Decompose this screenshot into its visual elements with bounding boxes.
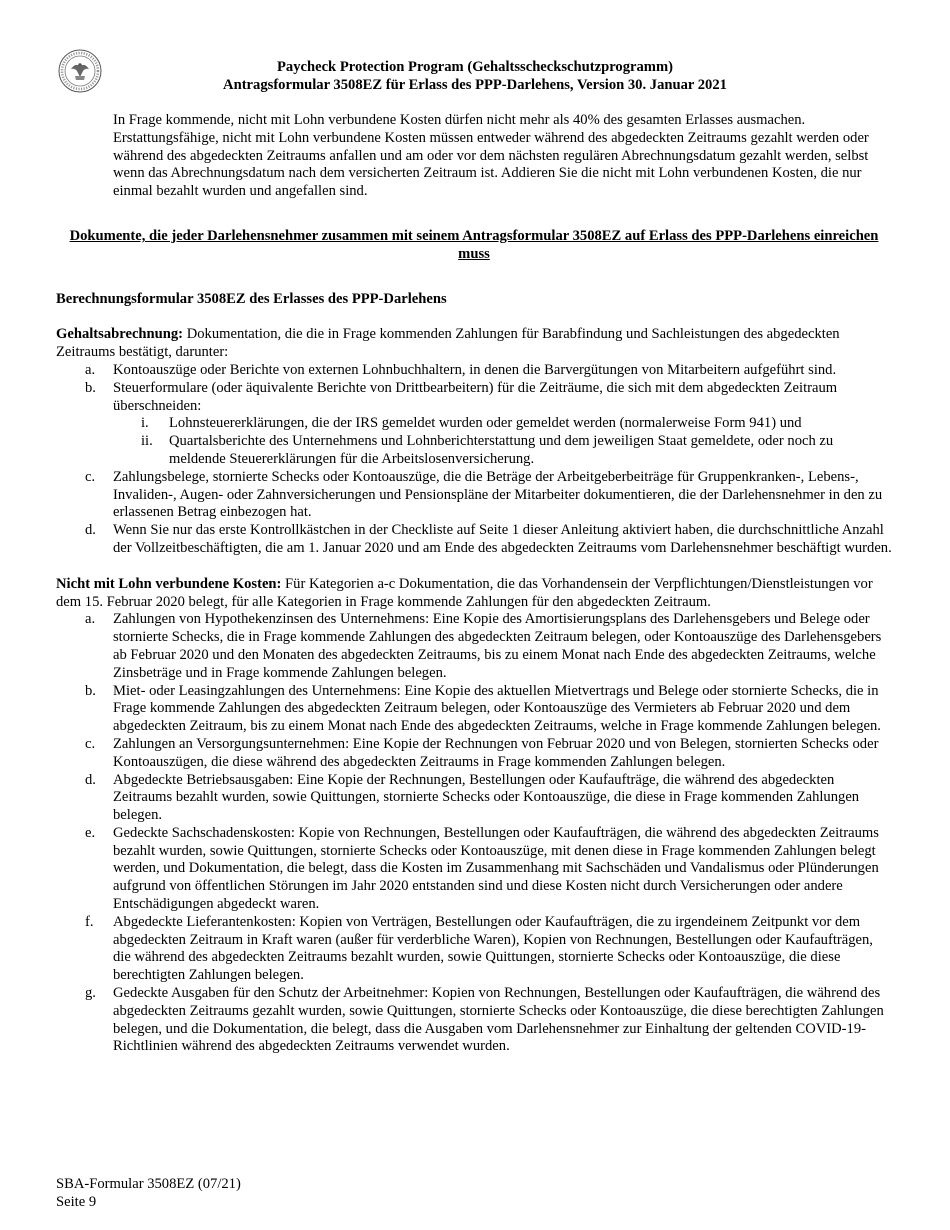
nonpayroll-section (56, 576, 892, 1057)
list-item-text: Abgedeckte Lieferantenkosten: Kopien von Verträgen, Bestellungen oder Kaufaufträgen, die zu irgendeinem Zeitpunkt vor dem abgedeckten Zeitraum in Kraft waren (außer für verderbliche Waren), Kopien von Rechnungen, Bestellungen oder Kaufaufträgen, die während des abgedeckten Zeitraums bezahlt wurden, sowie Quittungen, stornierte Schecks oder Kontoauszüge, die diese berechtigten Zahlungen belegen. (113, 913, 873, 984)
payroll-item (56, 362, 892, 380)
payroll-section (56, 326, 892, 557)
list-marker: d. (85, 522, 96, 539)
list-item-text: Kontoauszüge oder Berichte von externen Lohnbuchhaltern, in denen die Barvergütungen von Mitarbeitern aufgeführt sind. (113, 361, 837, 378)
nonpayroll-item (56, 825, 892, 914)
list-marker: c. (85, 468, 96, 485)
list-item-text: Steuerformulare (oder äquivalente Berichte von Drittbearbeitern) für die Zeiträume, die sich mit dem abgedeckten Zeitraum überschneiden: (113, 379, 838, 414)
list-item-text: Quartalsberichte des Unternehmens und Lohnberichterstattung und dem jeweiligen Staat gemeldete, oder noch zu meldende Steuererklärungen für die Arbeitslosenversicherung. (169, 433, 834, 467)
list-marker: i. (141, 415, 149, 432)
header-title: Paycheck Protection Program (Gehaltsscheckschutzprogramm) (277, 59, 673, 75)
payroll-sublist (113, 415, 892, 468)
list-item-text: Lohnsteuererklärungen, die der IRS gemeldet wurden oder gemeldet werden (normalerweise Form 941) und (169, 415, 802, 432)
list-item-text: Zahlungen an Versorgungsunternehmen: Eine Kopie der Rechnungen von Februar 2020 und von Belegen, stornierten Schecks oder Kontoauszügen, die diese während des abgedeckten Zeitraums in Frage kommenden Zahlungen belegen. (113, 735, 879, 770)
nonpayroll-intro (56, 576, 892, 612)
list-marker: c. (85, 735, 96, 752)
document-body (56, 112, 892, 1056)
nonpayroll-list (56, 611, 892, 1056)
nonpayroll-item (56, 736, 892, 772)
list-marker: d. (85, 771, 96, 788)
payroll-item (56, 522, 892, 558)
nonpayroll-item (56, 683, 892, 736)
payroll-subitem (113, 415, 892, 433)
list-item-text: Gedeckte Sachschadenskosten: Kopie von Rechnungen, Bestellungen oder Kaufaufträgen, die während des abgedeckten Zeitraums bezahlt wurden, sowie Quittungen, stornierte Schecks oder Kontoauszüge, mit denen diese in Frage kommenden Zahlungen belegt werden, und Dokumentation, die belegt, dass die Kosten im Zusammenhang mit Sachschäden und Vandalismus oder Plünderungen aufgrund von öffentlichen Störungen im Jahr 2020 entstanden sind und diese Kosten nicht durch Versicherungen oder andere Entschädigungen abgedeckt waren. (113, 824, 879, 913)
payroll-list (56, 362, 892, 558)
form-heading: Berechnungsformular 3508EZ des Erlasses des PPP-Darlehens (56, 290, 447, 307)
list-marker: e. (85, 824, 96, 841)
list-marker: g. (85, 985, 96, 1002)
payroll-subitem (113, 433, 892, 469)
header-subtitle: Antragsformular 3508EZ für Erlass des PPP-Darlehens, Version 30. Januar 2021 (223, 76, 727, 93)
list-item-text: Abgedeckte Betriebsausgaben: Eine Kopie der Rechnungen, Bestellungen oder Kaufaufträge, die während des abgedeckten Zeitraums bezahlt wurden, sowie Quittungen, stornierte Schecks oder Kontoauszüge, die diese in Frage kommenden Zahlungen belegen. (113, 771, 860, 824)
list-marker: b. (85, 379, 96, 396)
nonpayroll-item (56, 914, 892, 985)
nonpayroll-label: Nicht mit Lohn verbundene Kosten: (56, 575, 282, 592)
list-item-text: Zahlungsbelege, stornierte Schecks oder Kontoauszüge, die die Beträge der Arbeitgeberbeiträge für Gruppenkranken-, Lebens-, Invaliden-, Augen- oder Zahnversicherungen und Pensionspläne der Mitarbeiter dokumentieren, die der Darlehensnehmer in den zu erlassenen Betrag einbezogen hat. (113, 468, 883, 521)
list-marker: ii. (141, 433, 153, 450)
payroll-label: Gehaltsabrechnung: (56, 326, 184, 343)
nonpayroll-item (56, 772, 892, 825)
payroll-text: Dokumentation, die die in Frage kommenden Zahlungen für Barabfindung und Sachleistungen des abgedeckten Zeitraums bestätigt, darunter: (56, 326, 840, 361)
payroll-intro (56, 326, 892, 362)
payroll-item (56, 469, 892, 522)
sba-seal-logo (58, 49, 102, 93)
nonpayroll-item (56, 611, 892, 682)
intro-paragraph: In Frage kommende, nicht mit Lohn verbundene Kosten dürfen nicht mehr als 40% des gesamten Erlasses ausmachen. Erstattungsfähige, nicht mit Lohn verbundene Kosten müssen entweder während des abgedeckten Zeitraums gezahlt werden oder während des abgedeckten Zeitraums anfallen und am oder vor dem nächsten regulären Abrechnungsdatum gezahlt werden, selbst wenn das Abrechnungsdatum nach dem versicherten Zeitraum ist. Addieren Sie die nicht mit Lohn verbundenen Kosten, die nur einmal bezahlt wurden und angefallen sind. (113, 112, 869, 200)
list-item-text: Zahlungen von Hypothekenzinsen des Unternehmens: Eine Kopie des Amortisierungsplans des Darlehensgebers und Belege oder stornierte Schecks, die in Frage kommende Zahlungen des abgedeckten Zeitraum belegen, oder Kontoauszüge des Darlehensgebers ab Februar 2020 und den Monaten des abgedeckten Zeitraums, bis zu einem Monat nach Ende des abgedeckten Zeitraums, welche Zinsbeträge und in Frage kommende Zahlungen belegen. (113, 611, 882, 681)
footer-form-number: SBA-Formular 3508EZ (07/21) (56, 1176, 241, 1192)
list-marker: a. (85, 361, 96, 378)
nonpayroll-text: Für Kategorien a-c Dokumentation, die das Vorhandensein der Verpflichtungen/Dienstleistungen vor dem 15. Februar 2020 belegt, für alle Kategorien in Frage kommende Zahlungen für den abgedeckten Zeitraum. (56, 575, 873, 610)
list-marker: f. (85, 913, 94, 930)
list-item-text: Miet- oder Leasingzahlungen des Unternehmens: Eine Kopie des aktuellen Mietvertrags und Belege oder stornierte Schecks, die in Frage kommende Zahlungen des abgedeckten Zeitraum belegen, oder Kontoauszüge des Vermieters ab Februar 2020 und dem abgedeckten Zeitraum, bis zu einem Monat nach Ende des abgedeckten Zeitraums, welche in Frage kommende Zahlungen belegen. (113, 682, 881, 735)
list-marker: a. (85, 611, 96, 628)
list-marker: b. (85, 682, 96, 699)
footer-page-number: Seite 9 (56, 1193, 97, 1210)
list-item-text: Gedeckte Ausgaben für den Schutz der Arbeitnehmer: Kopien von Rechnungen, Bestellungen oder Kaufaufträgen, die während des abgedeckten Zeitraums gezahlt wurden, sowie Quittungen, stornierte Schecks oder Kontoauszüge, die diese berechtigten Zahlungen belegen, und die Dokumentation, die belegt, dass die Ausgaben vom Darlehensnehmer zur Einhaltung der geltenden COVID-19-Richtlinien während des abgedeckten Zeitraums verwendet wurden. (113, 985, 884, 1055)
list-item-text: Wenn Sie nur das erste Kontrollkästchen in der Checkliste auf Seite 1 dieser Anleitung aktiviert haben, die durchschnittliche Anzahl der Vollzeitbeschäftigten, die am 1. Januar 2020 und am Ende des abgedeckten Zeitraums vom Darlehensnehmer beschäftigt wurden. (113, 522, 892, 556)
nonpayroll-item (56, 985, 892, 1056)
payroll-item (56, 380, 892, 469)
document-header (150, 59, 800, 95)
page-footer (56, 1176, 241, 1212)
documents-heading: Dokumente, die jeder Darlehensnehmer zusammen mit seinem Antragsformular 3508EZ auf Erlass des PPP-Darlehens einreichen muss (69, 227, 879, 262)
